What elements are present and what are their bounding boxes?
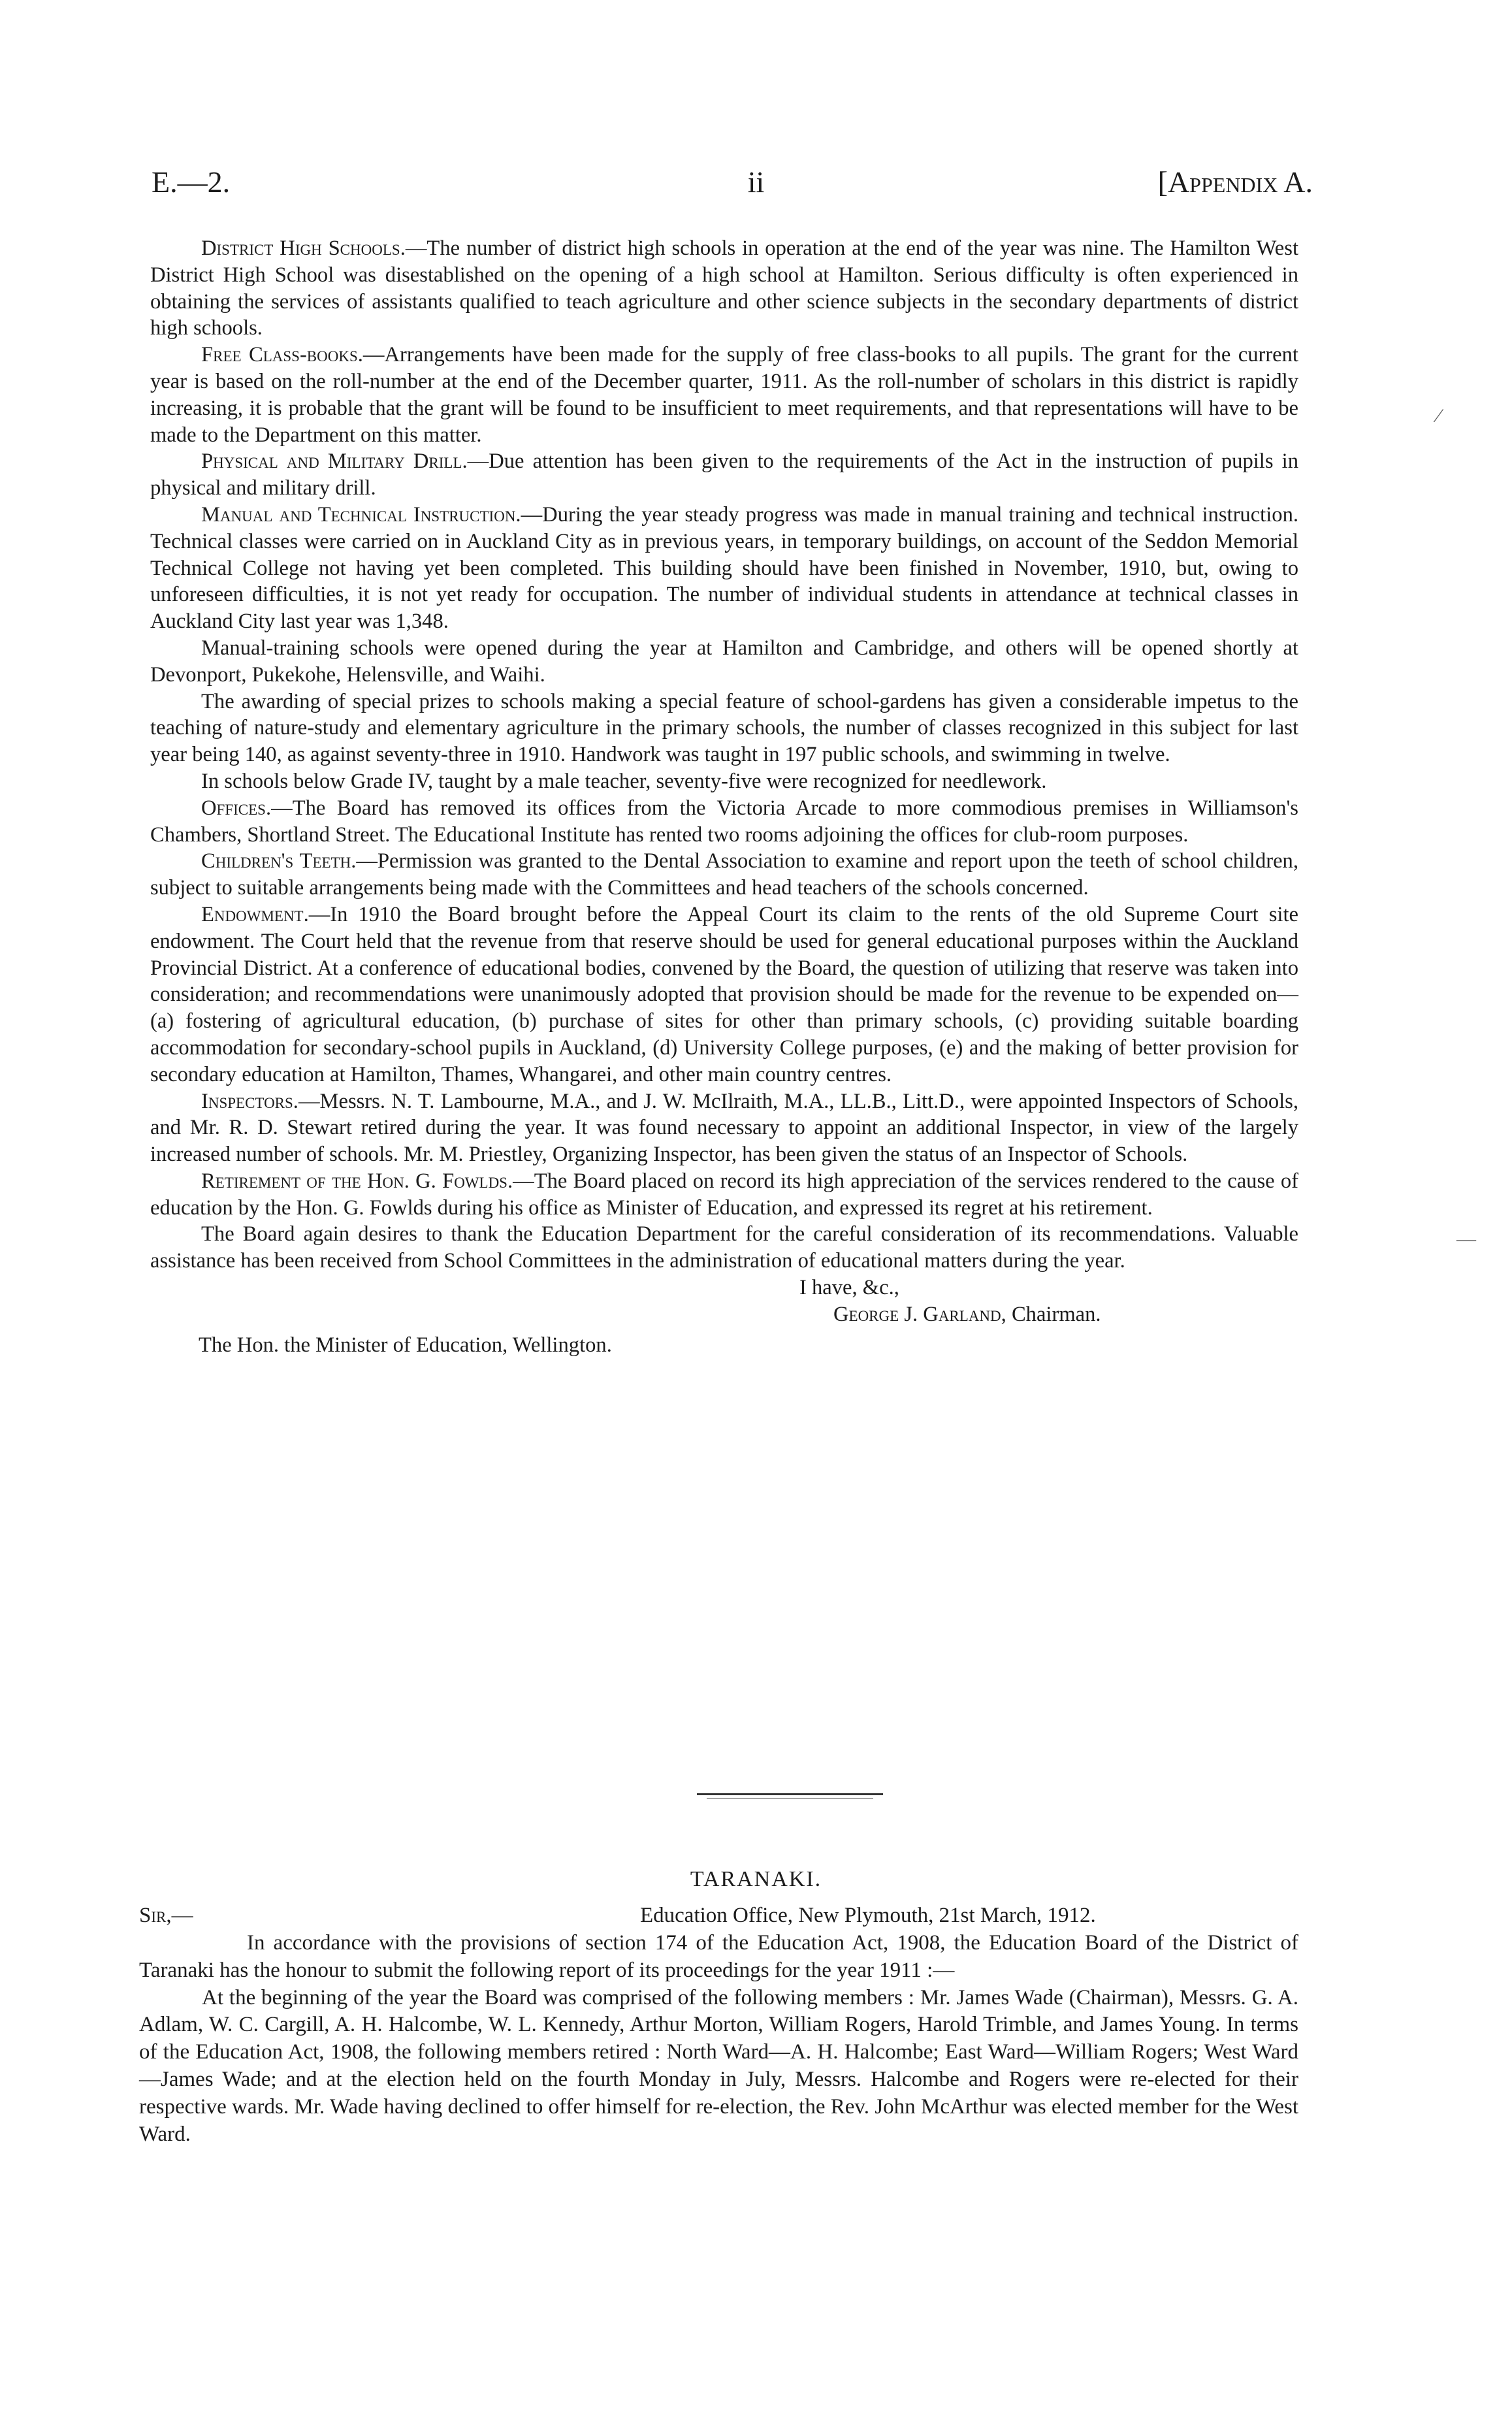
page-number: ii (747, 165, 765, 199)
paragraph-heading: Children's Teeth. (201, 849, 357, 873)
paragraph-text: In schools below Grade IV, taught by a male teacher, seventy-five were recognized for needlework. (201, 769, 1047, 793)
paragraph-heading: Manual and Technical Instruction. (201, 502, 521, 527)
auckland-report-body (150, 235, 1298, 1358)
signatory-name: George J. Garland (833, 1302, 1001, 1326)
paragraph-heading: Inspectors. (201, 1089, 298, 1113)
paragraph-text: —Due attention has been given to the requirements of the Act in the instruction of pupils in physical and military drill. (150, 449, 1298, 500)
paragraph-manual-training-schools (150, 635, 1298, 689)
closing-line: I have, &c., (799, 1276, 899, 1300)
paragraph-district-high-schools (150, 235, 1298, 342)
paragraph-text: —The number of district high schools in operation at the end of the year was nine. The Hamilton West District High School was disestablished on the opening of a high school at Hamilton. Serious difficulty is often experienced in obtaining the services of assistants qualified to teach agriculture and other science subjects in the secondary departments of district high schools. (150, 236, 1298, 340)
paragraph-heading: Endowment. (201, 902, 309, 926)
paragraph-childrens-teeth (150, 848, 1298, 902)
paragraph-offices (150, 795, 1298, 849)
scan-mark: — (1456, 1228, 1476, 1250)
paragraph-free-class-books (150, 342, 1298, 448)
taranaki-report-body (139, 1902, 1298, 2148)
paragraph-taranaki-members: At the beginning of the year the Board was comprised of the following members : Mr. James Wade (Chairman), Messrs. G. A. Adlam, W. C. Cargill, A. H. Halcombe, W. L. Kennedy, Arthur Morton, William Rogers, Harold Trimble, and James Young. In terms of the Education Act, 1908, the following members retired : North Ward—A. H. Halcombe; East Ward—William Rogers; West Ward—James Wade; and at the election held on the fourth Monday in July, Messrs. Halcombe and Rogers were re-elected for their respective wards. Mr. Wade having declined to offer himself for re-election, the Rev. John McArthur was elected member for the West Ward. (139, 1985, 1298, 2146)
paragraph-physical-military-drill (150, 448, 1298, 502)
paragraph-text: The Board again desires to thank the Education Department for the careful consideration of its recommendations. Valuable assistance has been received from School Committees in the administration of educational matters during the year. (150, 1222, 1298, 1273)
section-divider (697, 1793, 883, 1795)
paragraph-text: —In 1910 the Board brought before the Appeal Court its claim to the rents of the old Supreme Court site endowment. The Court held that the revenue from that reserve should be used for general educational purposes within the Auckland Provincial District. At a conference of educational bodies, convened by the Board, the question of utilizing that reserve was taken into consideration; and recommendations were unanimously adopted that provision should be made for the revenue to be expended on—(a) fostering of agricultural education, (b) purchase of sites for other than primary schools, (c) providing suitable boarding accommodation for secondary-school pupils in Auckland, (d) University College purposes, (e) and the making of better provision for secondary education at Hamilton, Thames, Whangarei, and other main country centres. (150, 902, 1298, 1086)
paragraph-text: —Messrs. N. T. Lambourne, M.A., and J. W. McIlraith, M.A., LL.B., Litt.D., were appointed Inspectors of Schools, and Mr. R. D. Stewart retired during the year. It was found necessary to appoint an additional Inspector, in view of the largely increased number of schools. Mr. M. Priestley, Organizing Inspector, has been given the status of an Inspector of Schools. (150, 1089, 1298, 1167)
addressee: The Hon. the Minister of Education, Wellington. (199, 1333, 612, 1357)
paragraph-retirement (150, 1168, 1298, 1222)
running-header-right: [Appendix A. (1157, 165, 1313, 199)
paragraph-heading: Offices. (201, 796, 272, 820)
paragraph-needlework (150, 768, 1298, 795)
paragraph-text: —During the year steady progress was made in manual training and technical instruction. Technical classes were carried on in Auckland City as in previous years, in temporary buildings, on account of the Seddon Memorial Technical College not having yet been completed. This building should have been finished in November, 1910, but, owing to unforeseen difficulties, it is not yet ready for occupation. The number of individual students in attendance at technical classes in Auckland City last year was 1,348. (150, 502, 1299, 634)
paragraph-school-gardens (150, 689, 1298, 768)
paragraph-inspectors (150, 1088, 1298, 1168)
section-title-taranaki: TARANAKI. (690, 1867, 822, 1891)
paragraph-text: The awarding of special prizes to schools making a special feature of school-gardens has given a considerable impetus to the teaching of nature-study and elementary agriculture in the primary schools, the number of classes recognized in this subject for last year being 140, as against seventy-three in 1910. Handwork was taught in 197 public schools, and swimming in twelve. (150, 689, 1298, 767)
paragraph-text: —The Board placed on record its high appreciation of the services rendered to the cause of education by the Hon. G. Fowlds during his office as Minister of Education, and expressed its regret at his retirement. (150, 1169, 1299, 1220)
salutation-line (139, 1902, 1298, 1930)
paragraph-taranaki-intro: In accordance with the provisions of section 174 of the Education Act, 1908, the Education Board of the District of Taranaki has the honour to submit the following report of its proceedings for the year 1911 :— (139, 1931, 1298, 1982)
paragraph-manual-technical (150, 502, 1298, 635)
dateline: Education Office, New Plymouth, 21st March, 1912. (640, 1904, 1096, 1927)
paragraph-thanks (150, 1221, 1298, 1275)
salutation: Sir,— (139, 1904, 193, 1927)
paragraph-text: —Permission was granted to the Dental Association to examine and report upon the teeth of school children, subject to suitable arrangements being made with the Committees and head teachers of the schools concerned. (150, 849, 1298, 900)
paragraph-endowment (150, 902, 1298, 1088)
paragraph-heading: Free Class-books. (201, 343, 363, 367)
signature-line (150, 1301, 1298, 1328)
running-header-left: E.—2. (152, 165, 231, 199)
signatory-title: , Chairman. (1001, 1302, 1101, 1326)
paragraph-text: —Arrangements have been made for the supply of free class-books to all pupils. The grant for the current year is based on the roll-number at the end of the December quarter, 1911. As the roll-number of scholars in this district is rapidly increasing, it is probable that the grant will be found to be insufficient to meet requirements, and that representations will have to be made to the Department on this matter. (150, 343, 1298, 447)
paragraph-text: —The Board has removed its offices from the Victoria Arcade to more commodious premises in Williamson's Chambers, Shortland Street. The Educational Institute has rented two rooms adjoining the offices for club-room purposes. (150, 796, 1298, 847)
paragraph-heading: District High Schools. (201, 236, 406, 260)
paragraph-heading: Retirement of the Hon. G. Fowlds. (201, 1169, 513, 1193)
paragraph-heading: Physical and Military Drill. (201, 449, 468, 474)
paragraph-text: Manual-training schools were opened during the year at Hamilton and Cambridge, and others will be opened shortly at Devonport, Pukekohe, Helensville, and Waihi. (150, 636, 1298, 687)
scan-mark: ⁄ (1437, 405, 1441, 427)
